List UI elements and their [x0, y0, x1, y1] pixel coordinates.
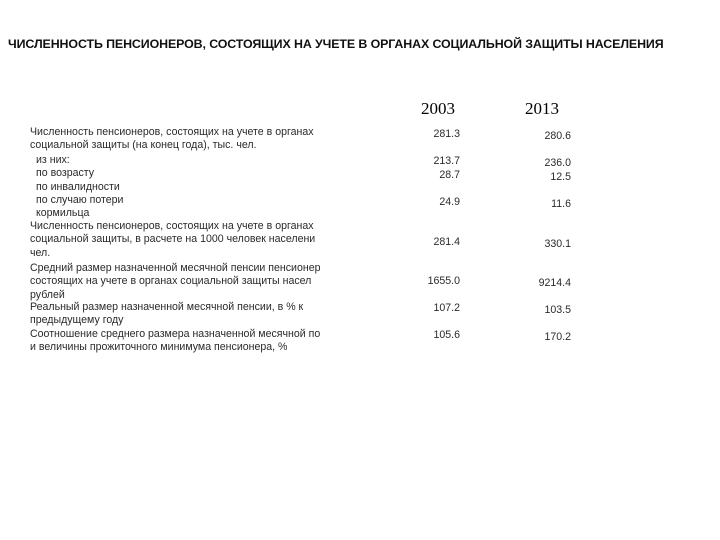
value-2013: 11.6 — [551, 198, 571, 210]
label-line: Численность пенсионеров, состоящих на учете в органах — [30, 126, 314, 138]
label-line: Соотношение среднего размера назначенной месячной по — [30, 328, 321, 340]
label-line: Средний размер назначенной месячной пенсии пенсионер — [30, 262, 321, 274]
value-2003: 281.3 — [433, 128, 460, 140]
label-line: предыдущему году — [30, 314, 124, 327]
label-line: по случаю потери — [36, 194, 124, 206]
table-row-label — [30, 301, 360, 328]
label-line: Реальный размер назначенной месячной пенсии, в % к — [30, 301, 304, 313]
label-line: социальной защиты, в расчете на 1000 человек населени — [30, 233, 316, 246]
label-line: и величины прожиточного минимума пенсионера, % — [30, 341, 288, 354]
value-2003: 24.9 — [439, 196, 460, 208]
page-title: ЧИСЛЕННОСТЬ ПЕНСИОНЕРОВ, СОСТОЯЩИХ НА УЧЕТЕ В ОРГАНАХ СОЦИАЛЬНОЙ ЗАЩИТЫ НАСЕЛЕНИЯ — [8, 37, 664, 51]
table-row-label — [30, 262, 360, 302]
label-line: кормильца — [36, 207, 90, 220]
value-2003: 107.2 — [433, 302, 460, 314]
table-row-label — [36, 154, 366, 167]
value-2013: 12.5 — [550, 171, 571, 183]
value-2003: 213.7 — [433, 155, 460, 167]
value-2003: 28.7 — [439, 169, 460, 181]
table-row-label — [36, 167, 366, 180]
table-row-label — [36, 181, 366, 194]
label-line: по инвалидности — [36, 181, 120, 193]
label-line: по возрасту — [36, 167, 95, 179]
value-2013: 330.1 — [544, 238, 571, 250]
table-row-label — [30, 328, 360, 355]
value-2003: 105.6 — [433, 329, 460, 341]
value-2013: 280.6 — [544, 130, 571, 142]
label-line: Численность пенсионеров, состоящих на учете в органах — [30, 220, 314, 232]
value-2013: 236.0 — [544, 157, 571, 169]
table-row-label — [30, 220, 360, 260]
value-2013: 103.5 — [544, 304, 571, 316]
column-header-year-2: 2013 — [525, 99, 559, 118]
value-2003: 281.4 — [433, 236, 460, 248]
label-line: социальной защиты (на конец года), тыс. чел. — [30, 139, 257, 152]
label-line: из них: — [36, 154, 70, 166]
label-line: чел. — [30, 246, 51, 259]
label-line: состоящих на учете в органах социальной защиты насел — [30, 275, 312, 288]
column-header-year-1: 2003 — [421, 99, 455, 118]
value-2013: 9214.4 — [538, 277, 571, 289]
table-row-label — [36, 194, 366, 221]
value-2013: 170.2 — [544, 331, 571, 343]
label-line: рублей — [30, 288, 65, 301]
value-2003: 1655.0 — [427, 275, 460, 287]
table-row-label — [30, 126, 360, 153]
